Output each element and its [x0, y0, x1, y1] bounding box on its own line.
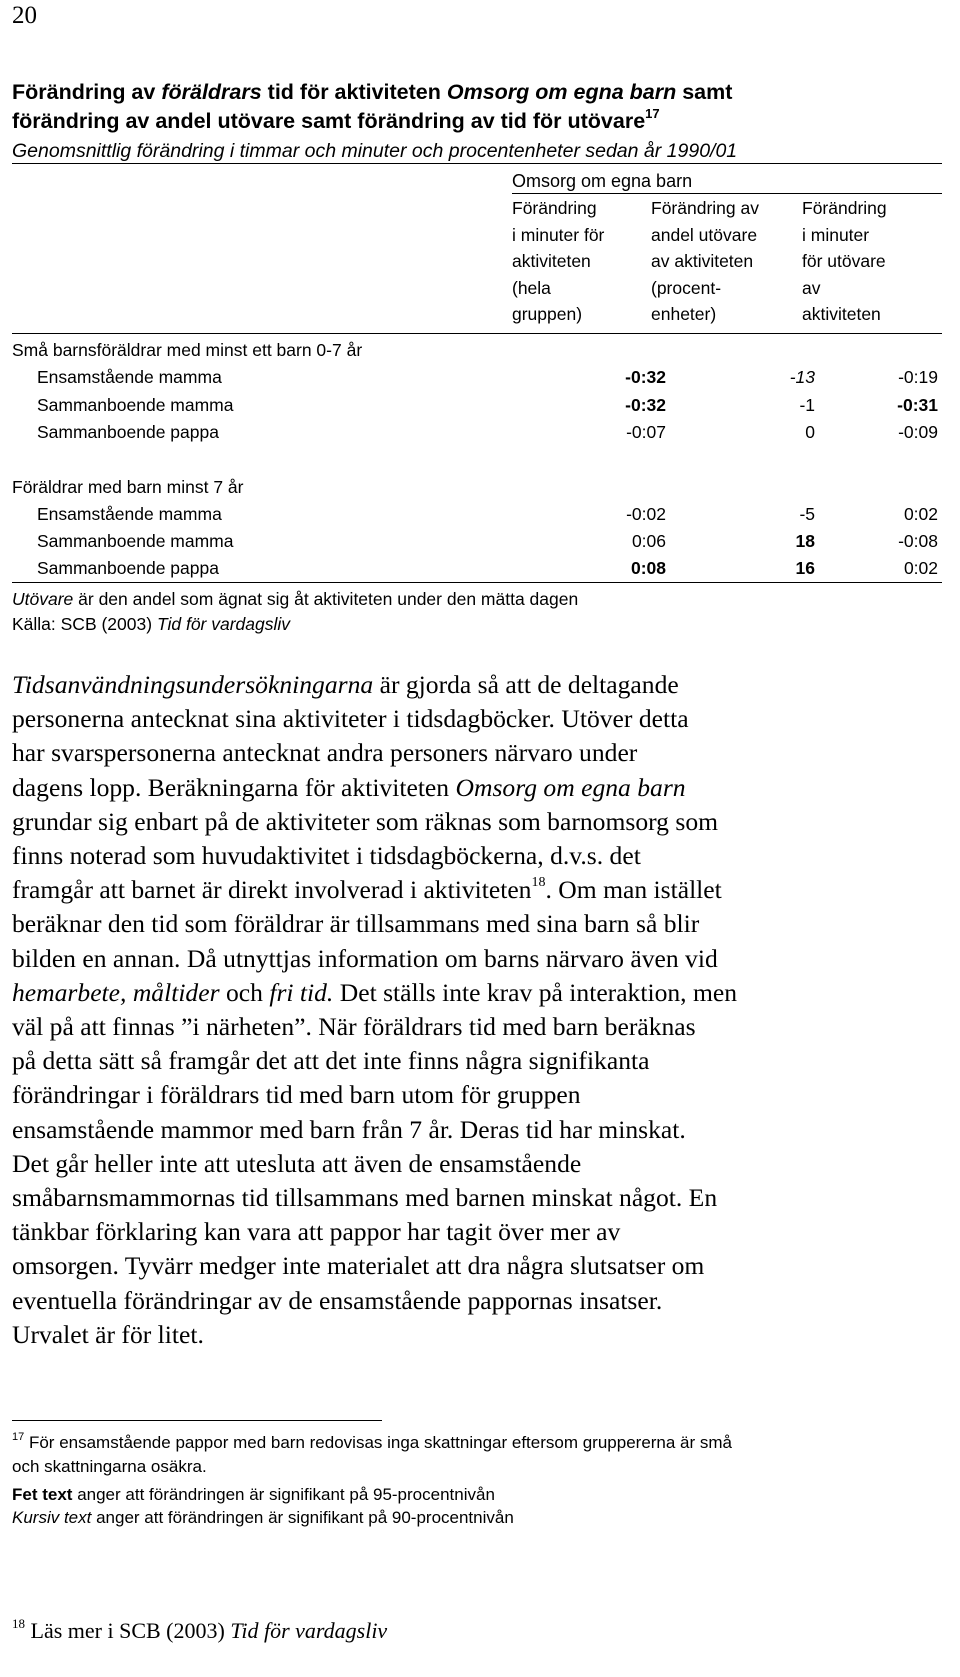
- table-cell: -0:32: [625, 367, 666, 387]
- header-bottom-rule: [12, 333, 942, 334]
- group-header-rule: [512, 193, 942, 194]
- col-header-minutes-participants: Förändring i minuter för utövare av aktiviteten: [802, 198, 887, 324]
- table-cell: -0:08: [898, 531, 938, 551]
- table-note-participants: Utövare är den andel som ägnat sig åt aktiviteten under den mätta dagen: [12, 589, 579, 609]
- footnote-17: $^{17}$ För ensamstående pappor med barn redovisas inga skattningar eftersom gruppererna är små: [12, 1431, 733, 1452]
- body-paragraph: Tidsanvändningsundersökningarna är gjorda så att de deltagande personerna antecknat sina aktiviteter i tidsdagböcker. Utöver detta har svarspersonerna antecknat andra personers närvaro under dagens lopp. Beräkningarna för aktiviteten Omsorg om egna barn grundar sig enbart på de aktiviteter som räknas som barnomsorg som finns noterad som huvudaktivitet i tidsdagböckerna, d.v.s. det framgår att barnet är direkt involverad i aktiviteten$^{18}$. Om man istället beräknar den tid som föräldrar är tillsammans med sina barn så blir bilden en annan. Då utnyttjas information om barns närvaro även vid hemarbete, måltider och fri tid. Det ställs inte krav på interaktion, men väl på att finnas ”i närheten”. När föräldrars tid med barn beräknas på detta sätt så framgår det att det inte finns några signifikanta förändringar i föräldrars tid med barn utom för gruppen ensamstående mammor med barn från 7 år. Deras tid har minskat. Det går heller inte att utesluta att även de ensamstående småbarnsmammornas tid tillsammans med barnen minskat något. En tänkbar förklaring kan vara att pappor har tagit över mer av omsorgen. Tyvärr medger inte materialet att dra några slutsatser om eventuella förändringar av de ensamstående pappornas insatser. Urvalet är för litet.: [12, 670, 738, 1349]
- table-cell: 0:08: [630, 558, 666, 578]
- table-cell: 18: [795, 531, 815, 551]
- footnote-ref-17: 17: [645, 106, 660, 121]
- footnote-separator: [12, 1420, 382, 1421]
- table-top-rule: [12, 163, 942, 164]
- table-cell: -0:32: [625, 395, 666, 415]
- table-subtitle: Genomsnittlig förändring i timmar och minuter och procentenheter sedan år 1990/01: [12, 140, 738, 162]
- table-note-source: Källa: SCB (2003) Tid för vardagsliv: [12, 614, 291, 634]
- footnote-ref-18: 18: [531, 875, 546, 891]
- col-header-share-participants: Förändring av andel utövare av aktiviteten (procent- enheter): [651, 198, 759, 324]
- table-cell: -0:31: [897, 395, 938, 415]
- footnote-17-cont: och skattningarna osäkra.: [12, 1457, 207, 1476]
- table-row-label: Sammanboende mamma: [37, 531, 234, 551]
- page-number: 20: [12, 2, 37, 29]
- table-cell: 16: [795, 558, 815, 578]
- table-cell: -0:07: [626, 422, 666, 442]
- table-row-label: Sammanboende pappa: [37, 422, 219, 442]
- table-cell: 0:02: [903, 504, 938, 524]
- footnote-italic-legend: Kursiv text anger att förändringen är signifikant på 90-procentnivån: [12, 1508, 514, 1527]
- table-cell: -0:19: [898, 367, 938, 387]
- section-label-older-children: Föräldrar med barn minst 7 år: [12, 477, 244, 497]
- table-cell: -5: [799, 504, 815, 524]
- table-title: Förändring av föräldrars tid för aktiviteten Omsorg om egna barn samt förändring av andel utövare samt förändring av tid för utövare$^{17}$: [12, 80, 733, 133]
- table-cell: 0:06: [631, 531, 666, 551]
- table-row-label: Ensamstående mamma: [37, 367, 222, 387]
- footnote-18: $^{18}$ Läs mer i SCB (2003) Tid för vardagsliv: [12, 1616, 388, 1643]
- table-cell: -0:09: [898, 422, 938, 442]
- table-row-label: Ensamstående mamma: [37, 504, 222, 524]
- table-cell: 0:02: [903, 558, 938, 578]
- table-row-label: Sammanboende pappa: [37, 558, 219, 578]
- table-row-label: Sammanboende mamma: [37, 395, 234, 415]
- footnote-bold-legend: Fet text anger att förändringen är signifikant på 95-procentnivån: [12, 1485, 495, 1504]
- group-header: Omsorg om egna barn: [512, 171, 693, 191]
- table-bottom-rule: [12, 582, 942, 583]
- section-label-small-children: Små barnsföräldrar med minst ett barn 0-7 år: [12, 340, 363, 360]
- table-cell: 0: [805, 422, 815, 442]
- table-cell: -1: [799, 395, 815, 415]
- table-cell: -13: [789, 367, 815, 387]
- table-cell: -0:02: [626, 504, 666, 524]
- col-header-minutes-group: Förändring i minuter för aktiviteten (hela gruppen): [512, 198, 605, 324]
